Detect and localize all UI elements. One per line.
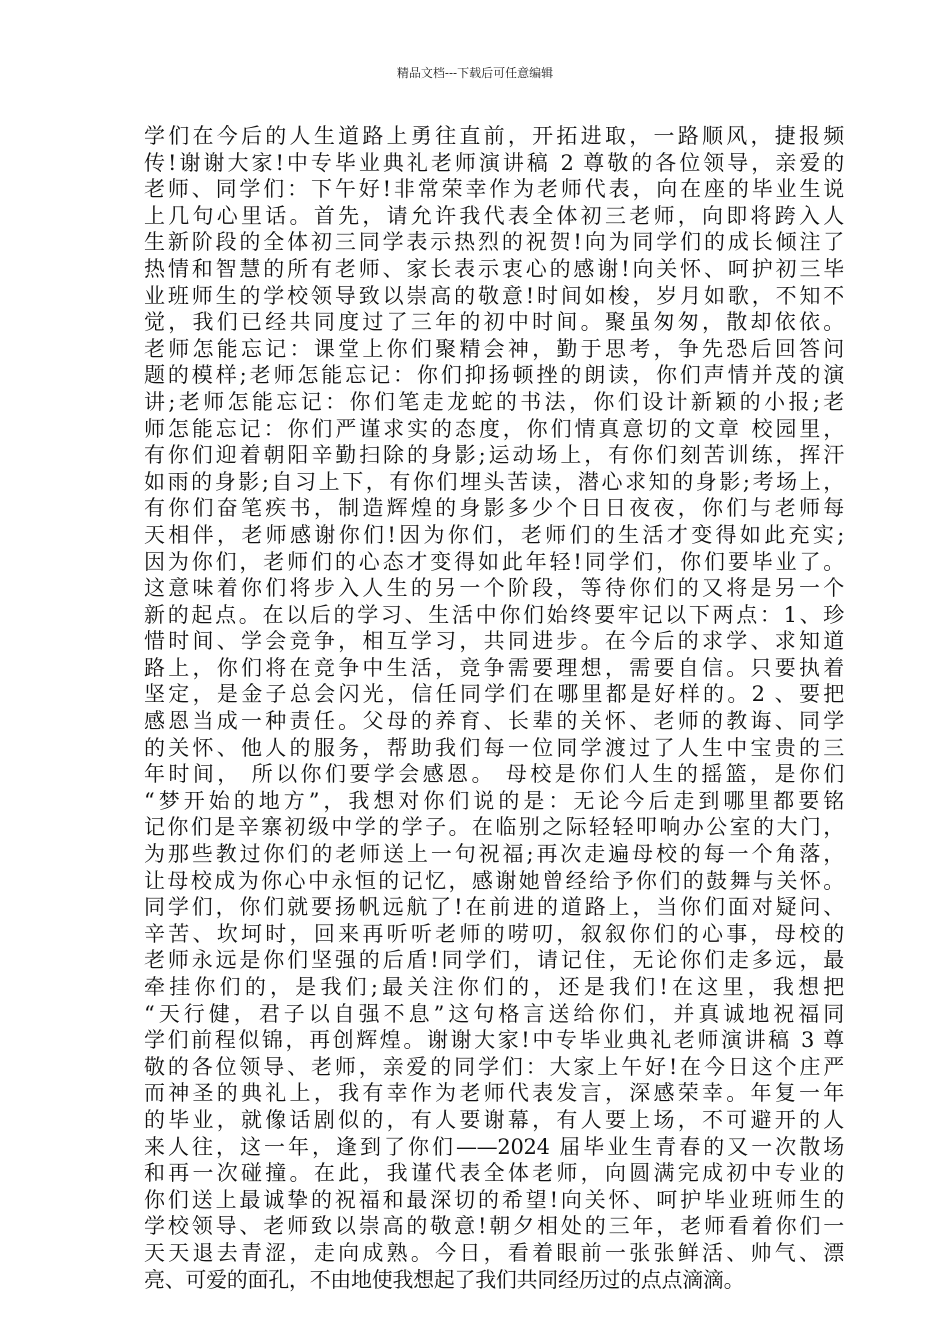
- document-line: 学们在今后的人生道路上勇往直前，开拓进取，一路顺风，捷报频: [144, 124, 844, 148]
- document-body: [144, 123, 844, 1293]
- document-line: 辛苦、坎坷时，回来再听听老师的唠叨，叙叙你们的心事，母校的: [144, 921, 844, 946]
- document-line: 觉，我们已经共同度过了三年的初中时间。聚虽匆匆，散却依依。: [144, 310, 844, 335]
- document-line: 生新阶段的全体初三同学表示热烈的祝贺!向为同学们的成长倾注了: [144, 230, 844, 255]
- document-line: “天行健，君子以自强不息”这句格言送给你们，并真诚地祝福同: [144, 1001, 844, 1026]
- document-line: 来人往，这一年，逢到了你们——2024 届毕业生青春的又一次散场: [144, 1134, 844, 1159]
- document-line: 师怎能忘记：你们严谨求实的态度，你们情真意切的文章 校园里，: [144, 416, 844, 441]
- document-line: 感恩当成一种责任。父母的养育、长辈的关怀、老师的教诲、同学: [144, 709, 844, 734]
- document-line: 学校领导、老师致以崇高的敬意!朝夕相处的三年，老师看着你们一: [144, 1214, 844, 1239]
- document-line: 学们前程似锦，再创辉煌。谢谢大家!中专毕业典礼老师演讲稿 3 尊: [144, 1028, 844, 1053]
- document-line: 天相伴，老师感谢你们!因为你们，老师们的生活才变得如此充实;: [144, 522, 844, 547]
- document-line: 因为你们，老师们的心态才变得如此年轻!同学们，你们要毕业了。: [144, 549, 844, 574]
- document-line: 亮、可爱的面孔，不由地使我想起了我们共同经历过的点点滴滴。: [144, 1267, 745, 1292]
- document-line: 路上，你们将在竞争中生活，竞争需要理想，需要自信。只要执着: [144, 655, 844, 680]
- document-line: 如雨的身影;自习上下，有你们埋头苦读，潜心求知的身影;考场上，: [144, 469, 844, 494]
- document-line: 上几句心里话。首先，请允许我代表全体初三老师，向即将跨入人: [144, 203, 844, 228]
- document-line: 和再一次碰撞。在此，我谨代表全体老师，向圆满完成初中专业的: [144, 1161, 844, 1186]
- document-line: 惜时间、学会竞争，相互学习，共同进步。在今后的求学、求知道: [144, 629, 844, 654]
- document-line: 为那些教过你们的老师送上一句祝福;再次走遍母校的每一个角落，: [144, 842, 844, 867]
- document-line: 热情和智慧的所有老师、家长表示衷心的感谢!向关怀、呵护初三毕: [144, 256, 844, 281]
- document-line: 有你们奋笔疾书，制造辉煌的身影多少个日日夜夜，你们与老师每: [144, 496, 844, 521]
- document-line: 老师永远是你们坚强的后盾!同学们，请记住，无论你们走多远，最: [144, 948, 844, 973]
- document-line: 传!谢谢大家!中专毕业典礼老师演讲稿 2 尊敬的各位领导，亲爱的: [144, 150, 844, 175]
- document-line: 这意味着你们将步入人生的另一个阶段，等待你们的又将是另一个: [144, 576, 844, 601]
- document-line: 记你们是辛寨初级中学的学子。在临别之际轻轻叩响办公室的大门，: [144, 815, 844, 840]
- document-line: 坚定，是金子总会闪光，信任同学们在哪里都是好样的。2 、要把: [144, 682, 844, 707]
- document-line: 新的起点。在以后的学习、生活中你们始终要牢记以下两点：1、珍: [144, 602, 844, 627]
- document-line: 牵挂你们的，是我们;最关注你们的，还是我们!在这里，我想把: [144, 975, 844, 999]
- document-line: 让母校成为你心中永恒的记忆，感谢她曾经给予你们的鼓舞与关怀。: [144, 868, 844, 893]
- document-line: 老师怎能忘记：课堂上你们聚精会神，勤于思考，争先恐后回答问: [144, 336, 844, 361]
- document-line: 业班师生的学校领导致以崇高的敬意!时间如梭，岁月如歌，不知不: [144, 283, 844, 308]
- document-line: 你们送上最诚挚的祝福和最深切的希望!向关怀、呵护毕业班师生的: [144, 1187, 844, 1212]
- document-line: 年时间， 所以你们要学会感恩。 母校是你们人生的摇篮，是你们: [144, 762, 844, 787]
- document-line: 而神圣的典礼上，我有幸作为老师代表发言，深感荣幸。年复一年: [144, 1081, 844, 1106]
- document-line: 讲;老师怎能忘记：你们笔走龙蛇的书法，你们设计新颖的小报;老: [144, 389, 844, 414]
- document-line: 有你们迎着朝阳辛勤扫除的身影;运动场上，有你们刻苦训练，挥汗: [144, 443, 844, 468]
- document-line: 的关怀、他人的服务，帮助我们每一位同学渡过了人生中宝贵的三: [144, 735, 844, 760]
- page-header: 精品文档---下载后可任意编辑: [396, 66, 554, 80]
- document-line: 老师、同学们：下午好!非常荣幸作为老师代表，向在座的毕业生说: [144, 177, 844, 202]
- document-line: 题的模样;老师怎能忘记：你们抑扬顿挫的朗读，你们声情并茂的演: [144, 363, 844, 388]
- document-line: 同学们，你们就要扬帆远航了!在前进的道路上，当你们面对疑问、: [144, 895, 844, 920]
- document-line: “梦开始的地方”，我想对你们说的是：无论今后走到哪里都要铭: [144, 788, 844, 813]
- document-line: 敬的各位领导、老师，亲爱的同学们：大家上午好!在今日这个庄严: [144, 1054, 844, 1079]
- document-line: 的毕业，就像话剧似的，有人要谢幕，有人要上场，不可避开的人: [144, 1107, 844, 1132]
- document-line: 天天退去青涩，走向成熟。今日，看着眼前一张张鲜活、帅气、漂: [144, 1240, 844, 1265]
